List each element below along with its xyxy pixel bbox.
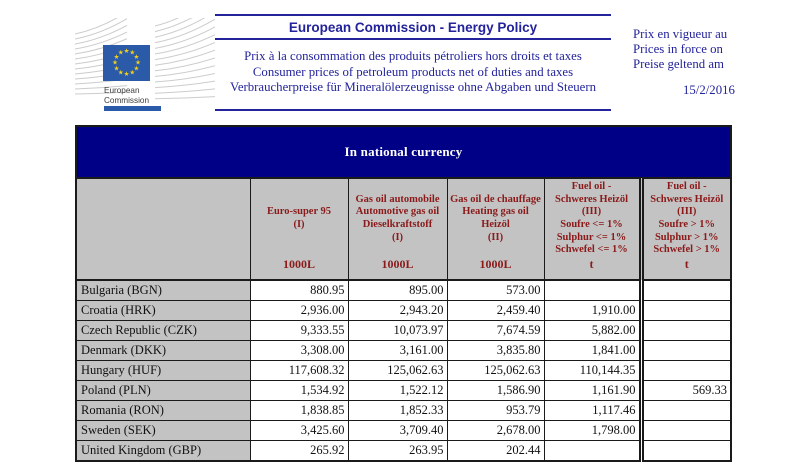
price-table [75,125,732,462]
table-row [76,280,731,301]
svg-text:★: ★ [123,71,130,78]
country-cell: Romania (RON) [76,401,250,421]
country-cell: Denmark (DKK) [76,341,250,361]
value-cell: 2,459.40 [447,301,544,321]
column-header [447,178,544,280]
unit-label: 1000L [381,257,414,271]
column-header-label: Fuel oil - Schweres Heizöl (III) Soufre <= 1% Sulphur <= 1% Schwefel <= 1% [555,181,628,256]
value-cell: 573.00 [447,280,544,301]
table-row [76,321,731,341]
column-header-label: Gas oil automobile Automotive gas oil Dieselkraftstoff (I) [355,193,440,243]
value-cell [641,321,731,341]
value-cell: 9,333.55 [250,321,348,341]
logo-text-line1: European [104,86,140,95]
table-row [76,361,731,381]
country-cell: Poland (PLN) [76,381,250,401]
column-header [250,178,348,280]
column-header [348,178,447,280]
value-cell: 1,910.00 [544,301,641,321]
country-cell: United Kingdom (GBP) [76,441,250,462]
validity-label-fr: Prix en vigueur au [633,27,728,41]
svg-text:★: ★ [113,65,120,73]
value-cell: 3,161.00 [348,341,447,361]
validity-date: 15/2/2016 [683,82,735,97]
country-cell: Bulgaria (BGN) [76,280,250,301]
value-cell: 117,608.32 [250,361,348,381]
value-cell: 1,838.85 [250,401,348,421]
unit-label: 1000L [282,257,315,271]
value-cell [641,341,731,361]
table-row [76,401,731,421]
country-cell: Hungary (HUF) [76,361,250,381]
table-header-row [76,178,731,280]
column-header-label: Fuel oil - Schweres Heizöl (III) Soufre > 1% Sulphur > 1% Schwefel > 1% [650,181,724,256]
subtitle-en: Consumer prices of petroleum products net of duties and taxes [252,64,574,79]
country-cell: Croatia (HRK) [76,301,250,321]
country-cell: Sweden (SEK) [76,421,250,441]
value-cell: 1,161.90 [544,381,641,401]
svg-text:★: ★ [123,48,130,55]
value-cell: 3,308.00 [250,341,348,361]
column-header-label: Gas oil de chauffage Heating gas oil Heizöl (II) [450,193,541,243]
value-cell [544,441,641,462]
svg-text:★: ★ [113,53,120,61]
logo-underline-bar [104,106,161,111]
table-row [76,301,731,321]
svg-text:★: ★ [112,59,118,67]
table-row [76,441,731,462]
value-cell: 125,062.63 [348,361,447,381]
value-cell: 1,117.46 [544,401,641,421]
value-cell [641,361,731,381]
value-cell: 5,882.00 [544,321,641,341]
table-row [76,341,731,361]
value-cell: 202.44 [447,441,544,462]
value-cell [544,280,641,301]
value-cell: 3,709.40 [348,421,447,441]
svg-text:★: ★ [135,59,141,67]
value-cell [641,441,731,462]
value-cell: 263.95 [348,441,447,462]
table-title: In national currency [76,126,731,178]
svg-text:★: ★ [117,49,124,57]
value-cell: 880.95 [250,280,348,301]
ec-building-lines-right [155,18,215,99]
value-cell: 3,425.60 [250,421,348,441]
unit-label: 1000L [479,257,512,271]
european-commission-logo [75,18,215,116]
value-cell: 1,852.33 [348,401,447,421]
value-cell: 2,943.20 [348,301,447,321]
value-cell: 1,841.00 [544,341,641,361]
subtitle-block [215,40,611,111]
svg-text:★: ★ [129,49,136,57]
country-column-header [76,178,250,280]
value-cell: 2,936.00 [250,301,348,321]
value-cell [641,301,731,321]
validity-label-en: Prices in force on [633,41,723,56]
validity-label-de: Preise geltend am [633,56,724,71]
column-header-label: Euro-super 95 (I) [266,206,332,230]
unit-label: t [589,257,594,271]
value-cell: 265.92 [250,441,348,462]
value-cell: 1,586.90 [447,381,544,401]
value-cell [641,421,731,441]
subtitle-fr: Prix à la consommation des produits pétroliers hors droits et taxes [244,49,582,63]
svg-text:★: ★ [129,69,136,77]
column-header [641,178,731,280]
table-row [76,381,731,401]
svg-text:★: ★ [133,53,140,61]
svg-text:★: ★ [117,69,124,77]
value-cell: 569.33 [641,381,731,401]
value-cell: 110,144.35 [544,361,641,381]
unit-label: t [684,257,689,271]
value-cell: 3,835.80 [447,341,544,361]
svg-text:★: ★ [133,65,140,73]
page-title: European Commission - Energy Policy [215,14,611,40]
value-cell: 1,798.00 [544,421,641,441]
value-cell: 2,678.00 [447,421,544,441]
subtitle-de: Verbraucherpreise für Mineralölerzeugnisse ohne Abgaben und Steuern [230,80,596,95]
value-cell [641,280,731,301]
table-row [76,421,731,441]
country-cell: Czech Republic (CZK) [76,321,250,341]
value-cell: 953.79 [447,401,544,421]
value-cell: 1,522.12 [348,381,447,401]
column-header [544,178,641,280]
value-cell: 10,073.97 [348,321,447,341]
value-cell: 1,534.92 [250,381,348,401]
masthead [215,14,611,111]
validity-block [633,27,788,98]
table-band-row [76,126,731,178]
value-cell: 125,062.63 [447,361,544,381]
logo-text-line2: Commission [104,96,150,105]
value-cell: 7,674.59 [447,321,544,341]
value-cell: 895.00 [348,280,447,301]
value-cell [641,401,731,421]
